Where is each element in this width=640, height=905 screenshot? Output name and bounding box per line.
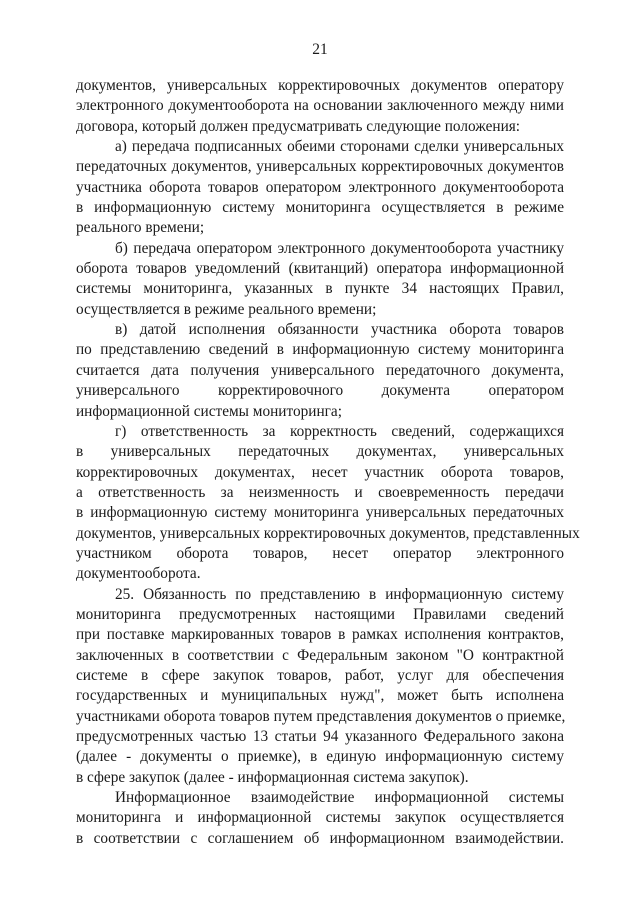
text-line: участника оборота товаров оператором электронного документооборота <box>76 178 564 196</box>
page-number: 21 <box>312 41 328 58</box>
text-line: участниками оборота товаров путем представления документов о приемке, <box>76 707 566 725</box>
paragraph-interaction <box>76 788 564 849</box>
text-line: информационной системы мониторинга; <box>76 402 342 420</box>
text-line: 25. Обязанность по представлению в информационную систему <box>115 585 564 603</box>
text-line: в информационную систему мониторинга универсальных передаточных <box>76 504 564 522</box>
text-line: г) ответственность за корректность сведений, содержащихся <box>115 422 564 440</box>
text-line: в универсальных передаточных документах, универсальных <box>76 443 564 461</box>
paragraph-continuation <box>76 76 564 137</box>
text-line: заключенных в соответствии с Федеральным законом "О контрактной <box>76 646 564 664</box>
text-line: документов, универсальных корректировочных документов оператору <box>76 77 564 94</box>
text-line: предусмотренных частью 13 статьи 94 указанного Федерального закона <box>76 728 564 745</box>
text-line: передаточных документов, универсальных корректировочных документов <box>76 158 564 176</box>
text-line: государственных и муниципальных нужд", может быть исполнена <box>76 687 564 705</box>
text-line: документооборота. <box>76 565 201 583</box>
text-line: осуществляется в режиме реального времени; <box>76 300 377 318</box>
document-body <box>76 76 580 849</box>
paragraph-item-v <box>76 320 564 422</box>
text-line: считается дата получения универсального передаточного документа, <box>76 361 564 379</box>
text-line: б) передача оператором электронного документооборота участнику <box>115 239 564 257</box>
text-line: при поставке маркированных товаров в рамках исполнения контрактов, <box>76 626 564 644</box>
text-line: оборота товаров уведомлений (квитанций) оператора информационной <box>76 260 564 278</box>
text-line: Информационное взаимодействие информационной системы <box>115 789 564 807</box>
text-line: реального времени; <box>76 219 205 237</box>
paragraph-item-a <box>76 137 564 239</box>
text-line: по представлению сведений в информационную систему мониторинга <box>76 341 564 359</box>
text-line: в информационную систему мониторинга осуществляется в режиме <box>76 199 564 217</box>
text-line: мониторинга и информационной системы закупок осуществляется <box>76 809 564 827</box>
text-line: в сфере закупок (далее - информационная система закупок). <box>76 768 469 786</box>
text-line: системы мониторинга, указанных в пункте 34 настоящих Правил, <box>76 280 564 298</box>
text-line: (далее - документы о приемке), в единую информационную систему <box>76 748 564 766</box>
text-line: договора, который должен предусматривать следующие положения: <box>76 117 521 135</box>
paragraph-item-25 <box>76 585 564 788</box>
text-line: участником оборота товаров, несет оператор электронного <box>76 544 564 562</box>
text-line: мониторинга предусмотренных настоящими Правилами сведений <box>76 605 564 623</box>
text-line: а) передача подписанных обеими сторонами сделки универсальных <box>115 138 564 156</box>
text-line: универсального корректировочного документа оператором <box>76 382 564 400</box>
text-line: в соответствии с соглашением об информационном взаимодействии. <box>76 829 564 847</box>
text-line: документов, универсальных корректировочных документов, представленных <box>76 524 580 542</box>
text-line: а ответственность за неизменность и своевременность передачи <box>76 483 564 501</box>
paragraph-item-g <box>76 422 580 585</box>
text-line: корректировочных документах, несет участник оборота товаров, <box>76 463 564 481</box>
text-line: электронного документооборота на основании заключенного между ними <box>76 97 564 115</box>
text-line: системе в сфере закупок товаров, работ, услуг для обеспечения <box>76 666 564 684</box>
text-line: в) датой исполнения обязанности участника оборота товаров <box>115 321 564 339</box>
paragraph-item-b <box>76 239 564 320</box>
